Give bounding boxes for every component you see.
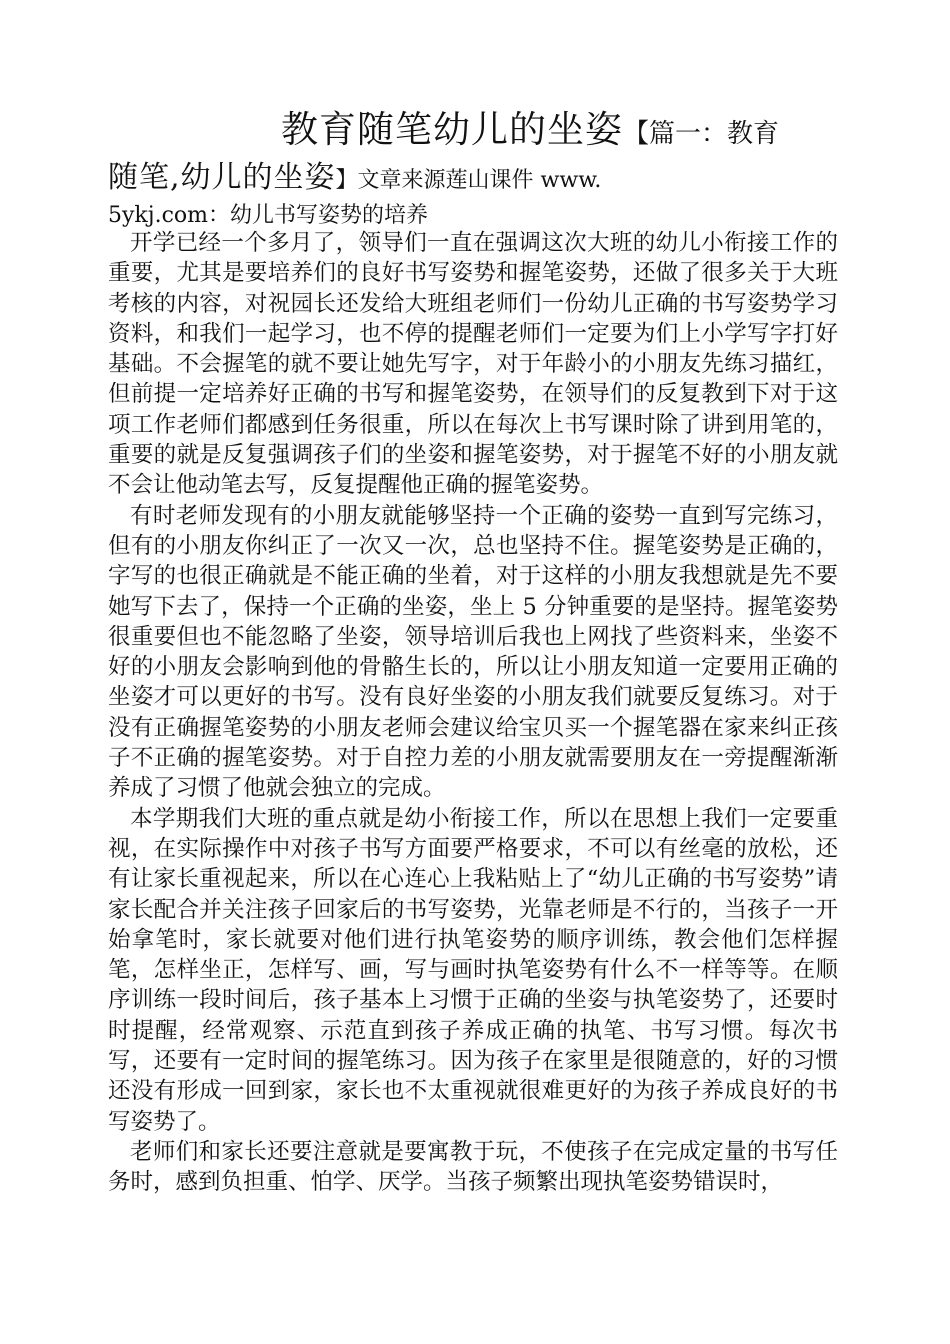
- title-source-url: 5ykj.com：幼儿书写姿势的培养: [108, 203, 428, 228]
- paragraph: 老师们和家长还要注意就是要寓教于玩，不使孩子在完成定量的书写任务时，感到负担重、怕学、厌学。当孩子频繁出现执笔姿势错误时，: [108, 1138, 838, 1196]
- paragraph: 开学已经一个多月了，领导们一直在强调这次大班的幼儿小衔接工作的重要，尤其是要培养们的良好书写姿势和握笔姿势，还做了很多关于大班考核的内容，对祝园长还发给大班组老师们一份幼儿正确的书写姿势学习资料，和我们一起学习，也不停的提醒老师们一定要为们上小学写字打好基础。不会握笔的就不要让她先写字，对于年龄小的小朋友先练习描红，但前提一定培养好正确的书写和握笔姿势，在领导们的反复教到下对于这项工作老师们都感到任务很重，所以在每次上书写课时除了讲到用笔的，重要的就是反复强调孩子们的坐姿和握笔姿势，对于握笔不好的小朋友就不会让他动笔去写，反复提醒他正确的握笔姿势。: [108, 230, 838, 499]
- title-subtitle-start: 【篇一：教育: [623, 119, 780, 149]
- title-source: 】文章来源莲山课件 www.: [335, 168, 602, 193]
- document-body: [108, 228, 838, 1198]
- title-main: 教育随笔幼儿的坐姿: [281, 108, 623, 151]
- paragraph: 有时老师发现有的小朋友就能够坚持一个正确的姿势一直到写完练习，但有的小朋友你纠正了一次又一次，总也坚持不住。握笔姿势是正确的，字写的也很正确就是不能正确的坐着，对于这样的小朋友我想就是先不要她写下去了，保持一个正确的坐姿，坐上 5 分钟重要的是坚持。握笔姿势很重要但也不能忽略了坐姿，领导培训后我也上网找了些资料来，坐姿不好的小朋友会影响到他的骨骼生长的，所以让小朋友知道一定要用正确的坐姿才可以更好的书写。没有良好坐姿的小朋友我们就要反复练习。对于没有正确握笔姿势的小朋友老师会建议给宝贝买一个握笔器在家来纠正孩子不正确的握笔姿势。对于自控力差的小朋友就需要朋友在一旁提醒渐渐养成了习惯了他就会独立的完成。: [108, 502, 838, 802]
- paragraph: 本学期我们大班的重点就是幼小衔接工作，所以在思想上我们一定要重视，在实际操作中对孩子书写方面要严格要求，不可以有丝毫的放松，还有让家长重视起来，所以在心连心上我粘贴上了“幼儿正确的书写姿势”请家长配合并关注孩子回家后的书写姿势，光靠老师是不行的，当孩子一开始拿笔时，家长就要对他们进行执笔姿势的顺序训练，教会他们怎样握笔，怎样坐正，怎样写、画，写与画时执笔姿势有什么不一样等等。在顺序训练一段时间后，孩子基本上习惯于正确的坐姿与执笔姿势了，还要时时提醒，经常观察、示范直到孩子养成正确的执笔、书写习惯。每次书写，还要有一定时间的握笔练习。因为孩子在家里是很随意的，好的习惯还没有形成一回到家，家长也不太重视就很难更好的为孩子养成良好的书写姿势了。: [108, 805, 838, 1135]
- title-continuation-big: 随笔,幼儿的坐姿: [108, 160, 336, 195]
